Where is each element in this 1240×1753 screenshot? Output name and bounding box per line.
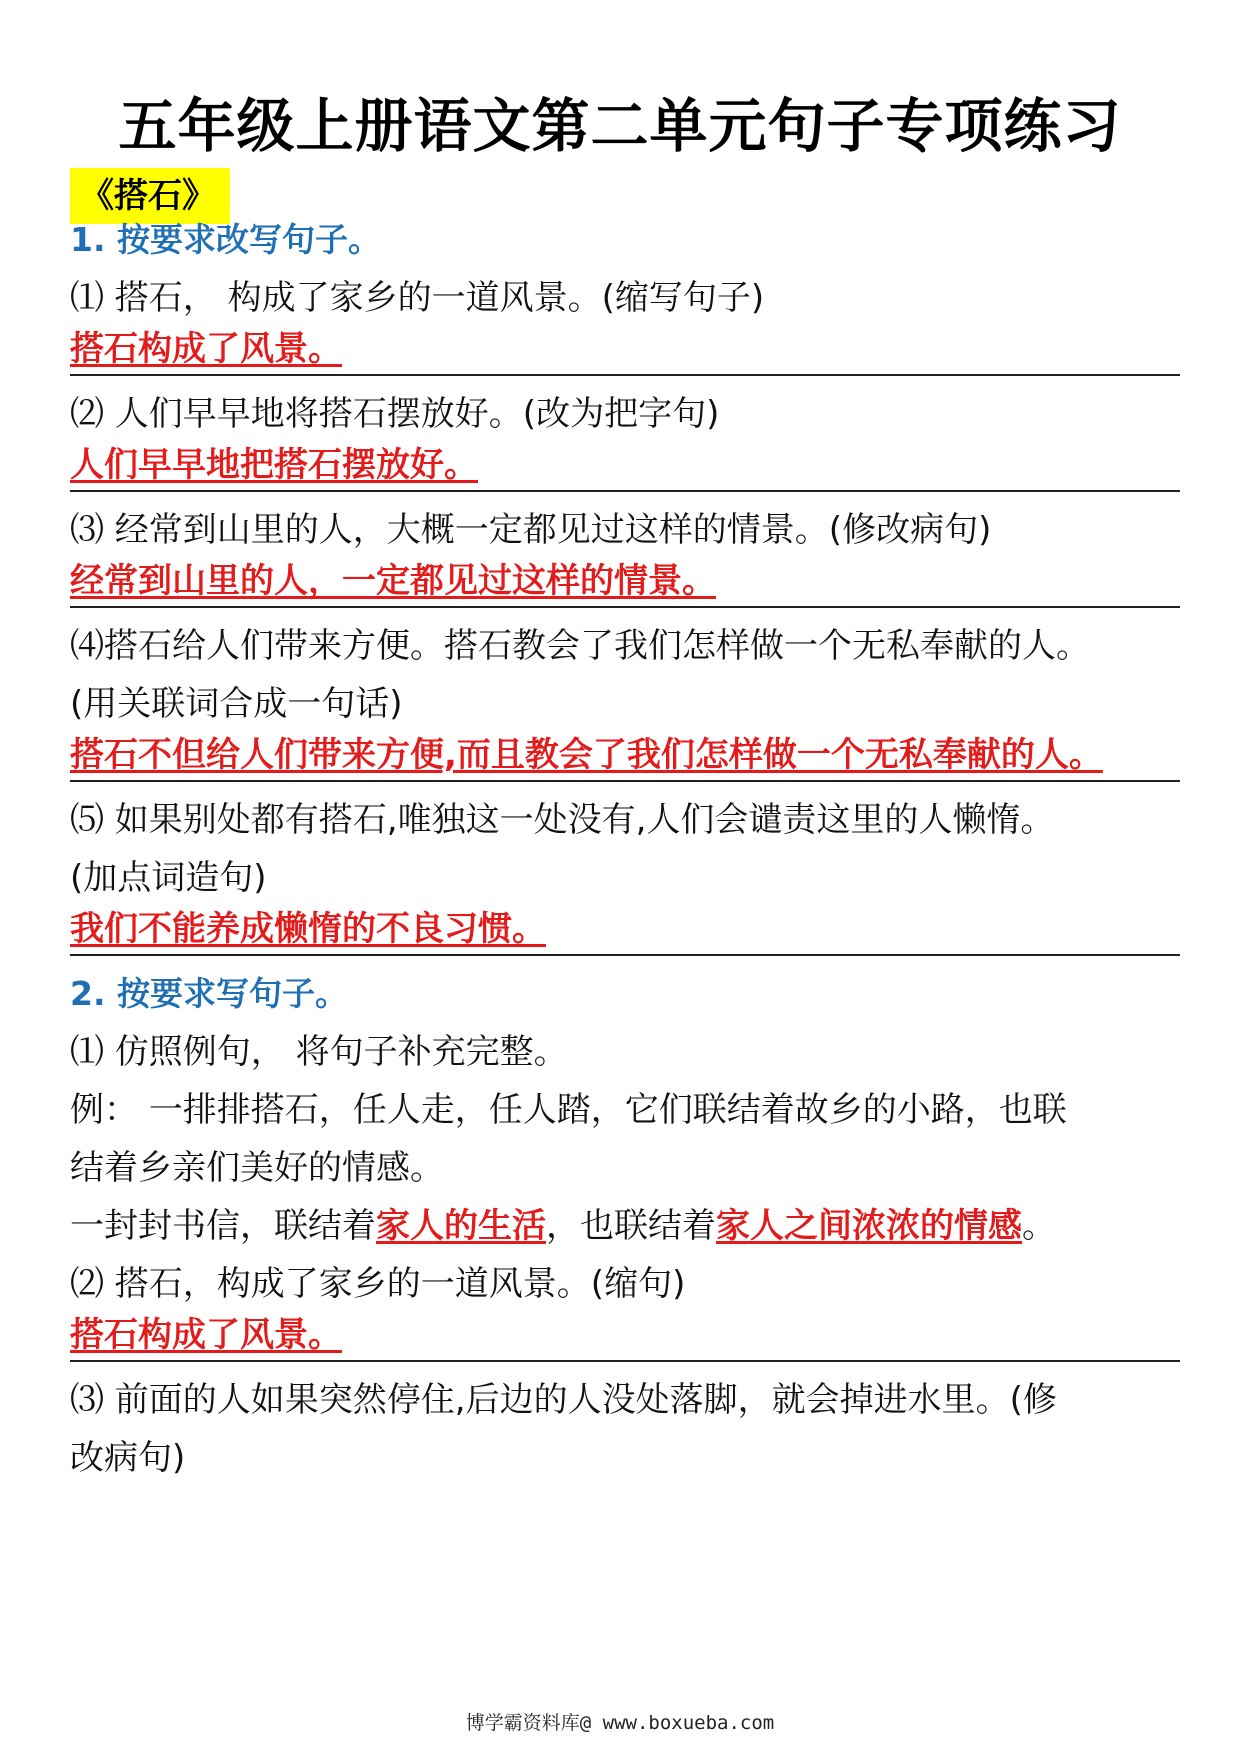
question-2-1: ⑴ 仿照例句， 将句子补充完整。: [70, 1032, 568, 1072]
answer-row-1-3: [70, 558, 1180, 608]
fill-in-sentence: [70, 1204, 1180, 1248]
question-1-3: ⑶ 经常到山里的人，大概一定都见过这样的情景。(修改病句): [70, 510, 992, 550]
question-2-3-continued: 改病句): [70, 1438, 186, 1478]
answer-1-1: 搭石构成了风景。: [70, 329, 342, 369]
answer-1-3: 经常到山里的人，一定都见过这样的情景。: [70, 561, 716, 601]
footer-watermark: 博学霸资料库@ www.boxueba.com: [465, 1712, 775, 1734]
question-1-5: ⑸ 如果别处都有搭石,唯独这一处没有,人们会谴责这里的人懒惰。: [70, 800, 1055, 840]
example-sentence-line-1: 例： 一排排搭石，任人走，任人踏，它们联结着故乡的小路，也联: [70, 1090, 1067, 1130]
page-title: 五年级上册语文第二单元句子专项练习: [118, 92, 1122, 160]
question-2-2: ⑵ 搭石，构成了家乡的一道风景。(缩句): [70, 1264, 686, 1304]
question-2-3: ⑶ 前面的人如果突然停住,后边的人没处落脚，就会掉进水里。(修: [70, 1380, 1057, 1420]
question-1-2: ⑵ 人们早早地将搭石摆放好。(改为把字句): [70, 394, 720, 434]
fill-prefix: 一封封书信，联结着: [70, 1206, 376, 1246]
question-1-4-instruction: (用关联词合成一句话): [70, 684, 403, 724]
question-1-5-instruction: (加点词造句): [70, 858, 267, 898]
answer-1-4: 搭石不但给人们带来方便,而且教会了我们怎样做一个无私奉献的人。: [70, 735, 1103, 775]
answer-1-5: 我们不能养成懒惰的不良习惯。: [70, 909, 546, 949]
answer-row-1-2: [70, 442, 1180, 492]
fill-suffix: 。: [1022, 1206, 1056, 1246]
fill-blank-1: 家人的生活: [376, 1206, 546, 1246]
answer-row-1-4: [70, 732, 1180, 782]
section-heading-2: 2. 按要求写句子。: [70, 974, 348, 1013]
example-sentence-line-2: 结着乡亲们美好的情感。: [70, 1148, 444, 1188]
fill-middle: ，也联结着: [546, 1206, 716, 1246]
answer-row-1-1: [70, 326, 1180, 376]
question-1-4: ⑷搭石给人们带来方便。搭石教会了我们怎样做一个无私奉献的人。: [70, 626, 1090, 666]
lesson-title: 《搭石》: [70, 168, 230, 224]
answer-row-2-2: [70, 1312, 1180, 1362]
answer-row-1-5: [70, 906, 1180, 956]
answer-2-2: 搭石构成了风景。: [70, 1315, 342, 1355]
answer-1-2: 人们早早地把搭石摆放好。: [70, 445, 478, 485]
section-heading-1: 1. 按要求改写句子。: [70, 220, 381, 259]
fill-blank-2: 家人之间浓浓的情感: [716, 1206, 1022, 1246]
question-1-1: ⑴ 搭石， 构成了家乡的一道风景。(缩写句子): [70, 278, 765, 318]
